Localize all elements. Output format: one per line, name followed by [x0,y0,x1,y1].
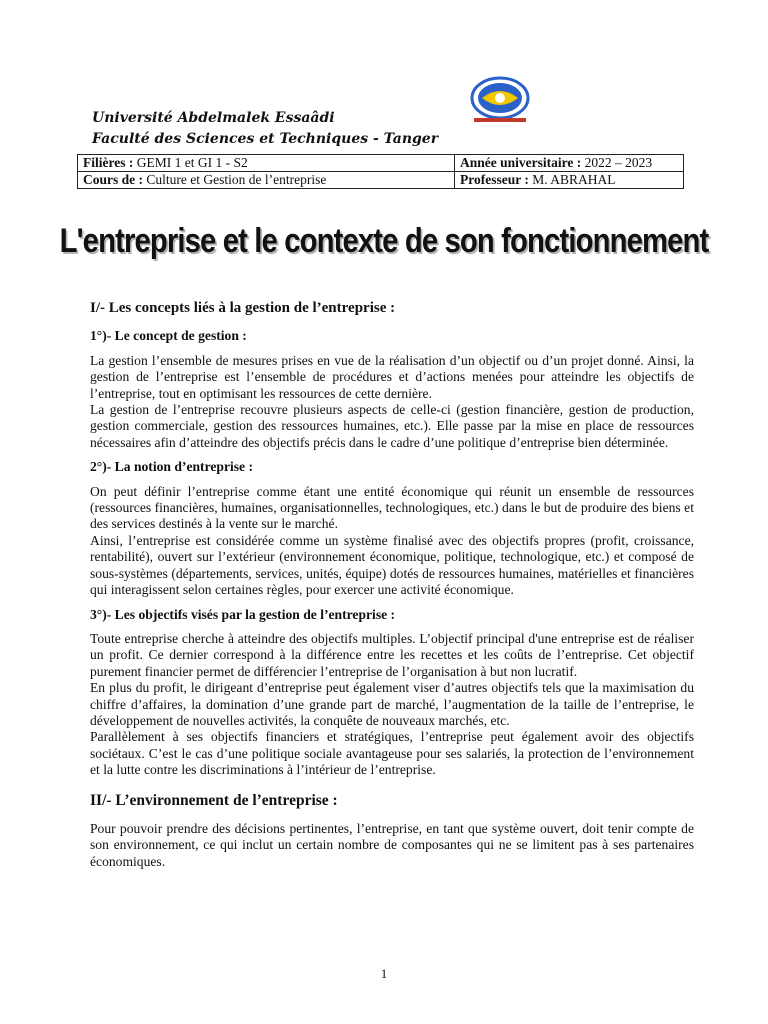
section-2-heading: II/- L’environnement de l’entreprise : [90,791,338,809]
paragraph: La gestion de l’entreprise recouvre plusieurs aspects de celle-ci (gestion financière, gestion de production, gestion commerciale, gestion des ressources humaines, etc.). Elle passe par la mise en place de ressources nécessaires afin d’atteindre des objectifs précis dans le cadre d’une politique d’entreprise bien déterminée. [90,402,694,450]
paragraph: Pour pouvoir prendre des décisions pertinentes, l’entreprise, en tant que système ouvert, doit tenir compte de son environnement, ce qui inclut un certain nombre de composantes qui ne se limitent pas à ses partenaires économiques. [90,820,694,869]
university-name: Université Abdelmalek Essaâdi [92,110,335,126]
filieres-cell: Filières : GEMI 1 et GI 1 - S2 [78,155,455,172]
paragraph: La gestion l’ensemble de mesures prises en vue de la réalisation d’un objectif ou d’un projet donné. Ainsi, la gestion de l’entreprise est l’ensemble de procédures et d’actions menées pour atteindre les objectifs de l’entreprise, tout en optimisant les ressources de cette dernière. [90,352,694,401]
paragraph: Toute entreprise cherche à atteindre des objectifs multiples. L’objectif principal d'une entreprise est de réaliser un profit. Ce dernier correspond à la différence entre les recettes et les coûts de l’entreprise. Cet objectif purement financier permet de différencier l’entreprise de l’organisation à but non lucratif. [90,630,694,679]
section-1-heading: I/- Les concepts liés à la gestion de l’entreprise : [90,300,396,316]
subsection-2-heading: 2°)- La notion d’entreprise : [90,459,254,475]
paragraph: En plus du profit, le dirigeant d’entreprise peut également viser d’autres objectifs tels que la maximisation du chiffre d’affaires, la domination d’une grande part de marché, l’augmentation de la taille de l’entreprise, le développement de nouvelles activités, la conquête de nouveaux marchés, etc. [90,680,694,728]
subsection-1-heading: 1°)- Le concept de gestion : [90,328,247,344]
annee-cell: Année universitaire : 2022 – 2023 [455,155,684,172]
professeur-cell: Professeur : M. ABRAHAL [455,172,684,189]
cours-cell: Cours de : Culture et Gestion de l’entreprise [78,172,455,189]
paragraph: On peut définir l’entreprise comme étant une entité économique qui réunit un ensemble de ressources (ressources financières, humaines, organisationnelles, technologiques, etc.) dans le but de produire des biens et des services destinés à la vente sur le marché. [90,483,694,532]
document-body [90,300,694,870]
course-info-table [77,154,684,189]
paragraph: Ainsi, l’entreprise est considérée comme un système finalisé avec des objectifs propres (profit, croissance, rentabilité), ouvert sur l’extérieur (environnement économique, politique, technologique, etc.) et composé de sous-systèmes (départements, services, unités, équipe) dotés de ressources humaines, matérielles et financières qui interagissent selon certaines règles, pour exercer une activité économique. [90,532,694,598]
page-number: 1 [380,966,388,981]
document-title: L'entreprise et le contexte de son fonctionnement [59,222,709,260]
institution-header [92,108,438,150]
paragraph: Parallèlement à ses objectifs financiers et stratégiques, l’entreprise peut également avoir des objectifs sociétaux. C’est le cas d’une politique sociale avantageuse pour ses salariés, la protection de l’environnement et la lutte contre les discriminations à l’intérieur de l’entreprise. [90,729,694,778]
faculty-name: Faculté des Sciences et Techniques - Tanger [92,131,439,147]
subsection-3-heading: 3°)- Les objectifs visés par la gestion de l’entreprise : [90,606,396,622]
faculty-seal-logo [462,76,538,126]
